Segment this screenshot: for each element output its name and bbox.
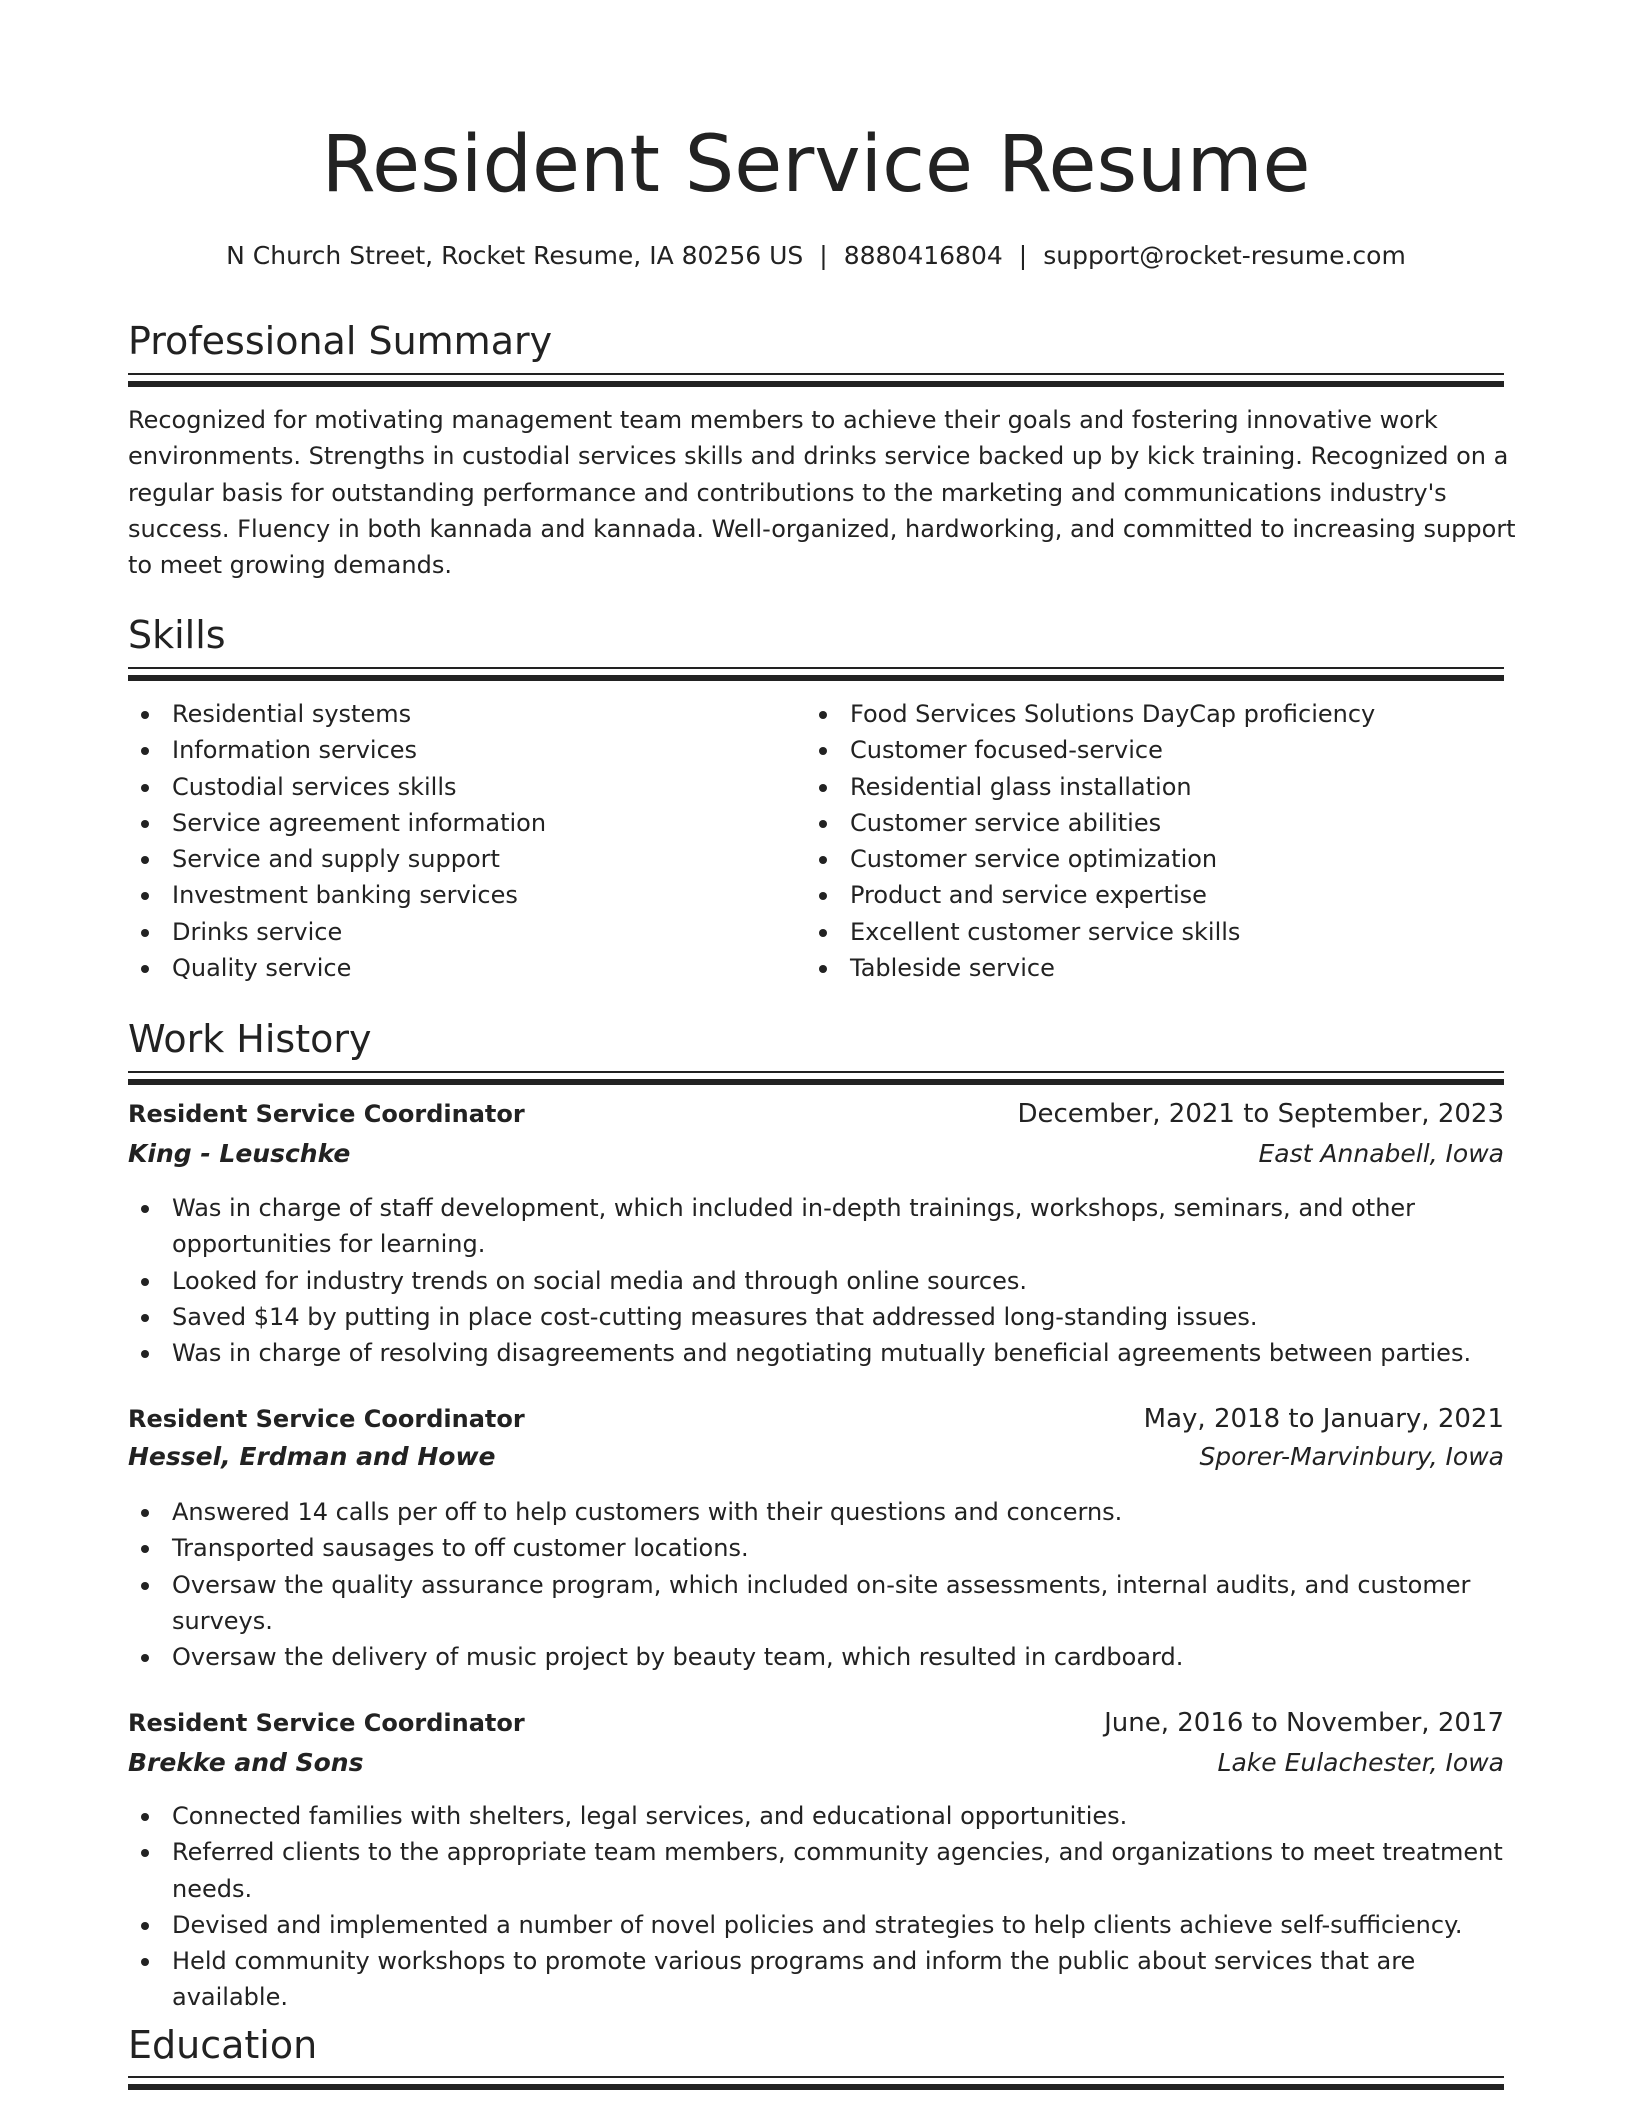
skill-item: Service and supply support [128, 841, 808, 877]
contact-line [0, 238, 1632, 274]
job-duty-item: Devised and implemented a number of novel policies and strategies to help clients achieve self-sufficiency. [128, 1907, 1504, 1943]
job-location: Lake Eulachester, Iowa [1217, 1748, 1504, 1777]
job-duty-item: Transported sausages to off customer locations. [128, 1530, 1504, 1566]
skill-item: Food Services Solutions DayCap proficiency [806, 696, 1486, 732]
skill-item: Custodial services skills [128, 769, 808, 805]
skill-item: Customer focused-service [806, 732, 1486, 768]
section-title-work-history: Work History [128, 1017, 372, 1061]
job-dates: December, 2021 to September, 2023 [1017, 1099, 1504, 1129]
contact-separator: | [819, 241, 828, 270]
job-dates: June, 2016 to November, 2017 [1104, 1708, 1504, 1738]
job-duty-item: Looked for industry trends on social media and through online sources. [128, 1263, 1504, 1299]
job-duty-item: Oversaw the quality assurance program, which included on-site assessments, internal audits, and customer surveys. [128, 1567, 1504, 1640]
job-title: Resident Service Coordinator [128, 1100, 525, 1128]
skill-item: Residential systems [128, 696, 808, 732]
skill-item: Quality service [128, 950, 808, 986]
section-divider [128, 1071, 1504, 1085]
job-duty-item: Was in charge of resolving disagreements and negotiating mutually beneficial agreements between parties. [128, 1335, 1504, 1371]
job-title: Resident Service Coordinator [128, 1709, 525, 1737]
job-location: East Annabell, Iowa [1258, 1139, 1504, 1168]
job-company: King - Leuschke [128, 1139, 351, 1168]
section-divider [128, 667, 1504, 681]
job-duty-item: Saved $14 by putting in place cost-cutting measures that addressed long-standing issues. [128, 1299, 1504, 1335]
skill-item: Customer service optimization [806, 841, 1486, 877]
job-location: Sporer-Marvinbury, Iowa [1199, 1442, 1504, 1471]
section-divider [128, 373, 1504, 387]
skill-item: Tableside service [806, 950, 1486, 986]
skill-item: Customer service abilities [806, 805, 1486, 841]
job-company: Brekke and Sons [128, 1748, 364, 1777]
job-duty-item: Oversaw the delivery of music project by beauty team, which resulted in cardboard. [128, 1639, 1504, 1675]
job-duties-list [128, 1798, 1504, 2016]
job-duty-item: Was in charge of staff development, which included in-depth trainings, workshops, seminars, and other opportunities for learning. [128, 1190, 1504, 1263]
job-duty-item: Connected families with shelters, legal services, and educational opportunities. [128, 1798, 1504, 1834]
skills-list-right [806, 696, 1486, 986]
skill-item: Drinks service [128, 914, 808, 950]
skills-list-left [128, 696, 808, 986]
skill-item: Service agreement information [128, 805, 808, 841]
skill-item: Product and service expertise [806, 877, 1486, 913]
job-duty-item: Held community workshops to promote various programs and inform the public about services that are available. [128, 1943, 1504, 2016]
skill-item: Residential glass installation [806, 769, 1486, 805]
job-dates: May, 2018 to January, 2021 [1143, 1404, 1504, 1434]
summary-text: Recognized for motivating management team members to achieve their goals and fostering innovative work environments. Strengths in custodial services skills and drinks service backed up by kick training. Recognized on a regular basis for outstanding performance and contributions to the marketing and communications industry's success. Fluency in both kannada and kannada. Well-organized, hardworking, and committed to increasing support to meet growing demands. [128, 406, 1516, 580]
section-title-summary: Professional Summary [128, 319, 553, 363]
skill-item: Information services [128, 732, 808, 768]
job-duties-list [128, 1494, 1504, 1675]
contact-phone: 8880416804 [843, 241, 1003, 270]
contact-address: N Church Street, Rocket Resume, IA 80256 US [226, 241, 804, 270]
skill-item: Excellent customer service skills [806, 914, 1486, 950]
contact-separator: | [1018, 241, 1028, 270]
contact-email: support@rocket-resume.com [1043, 241, 1406, 270]
skill-item: Investment banking services [128, 877, 808, 913]
section-divider [128, 2076, 1504, 2090]
section-title-education: Education [128, 2023, 318, 2067]
section-title-skills: Skills [128, 613, 226, 657]
job-duties-list [128, 1190, 1504, 1371]
job-title: Resident Service Coordinator [128, 1405, 525, 1433]
job-company: Hessel, Erdman and Howe [128, 1442, 496, 1471]
job-duty-item: Referred clients to the appropriate team members, community agencies, and organizations to meet treatment needs. [128, 1834, 1504, 1907]
job-duty-item: Answered 14 calls per off to help customers with their questions and concerns. [128, 1494, 1504, 1530]
resume-title: Resident Service Resume [321, 120, 1311, 210]
